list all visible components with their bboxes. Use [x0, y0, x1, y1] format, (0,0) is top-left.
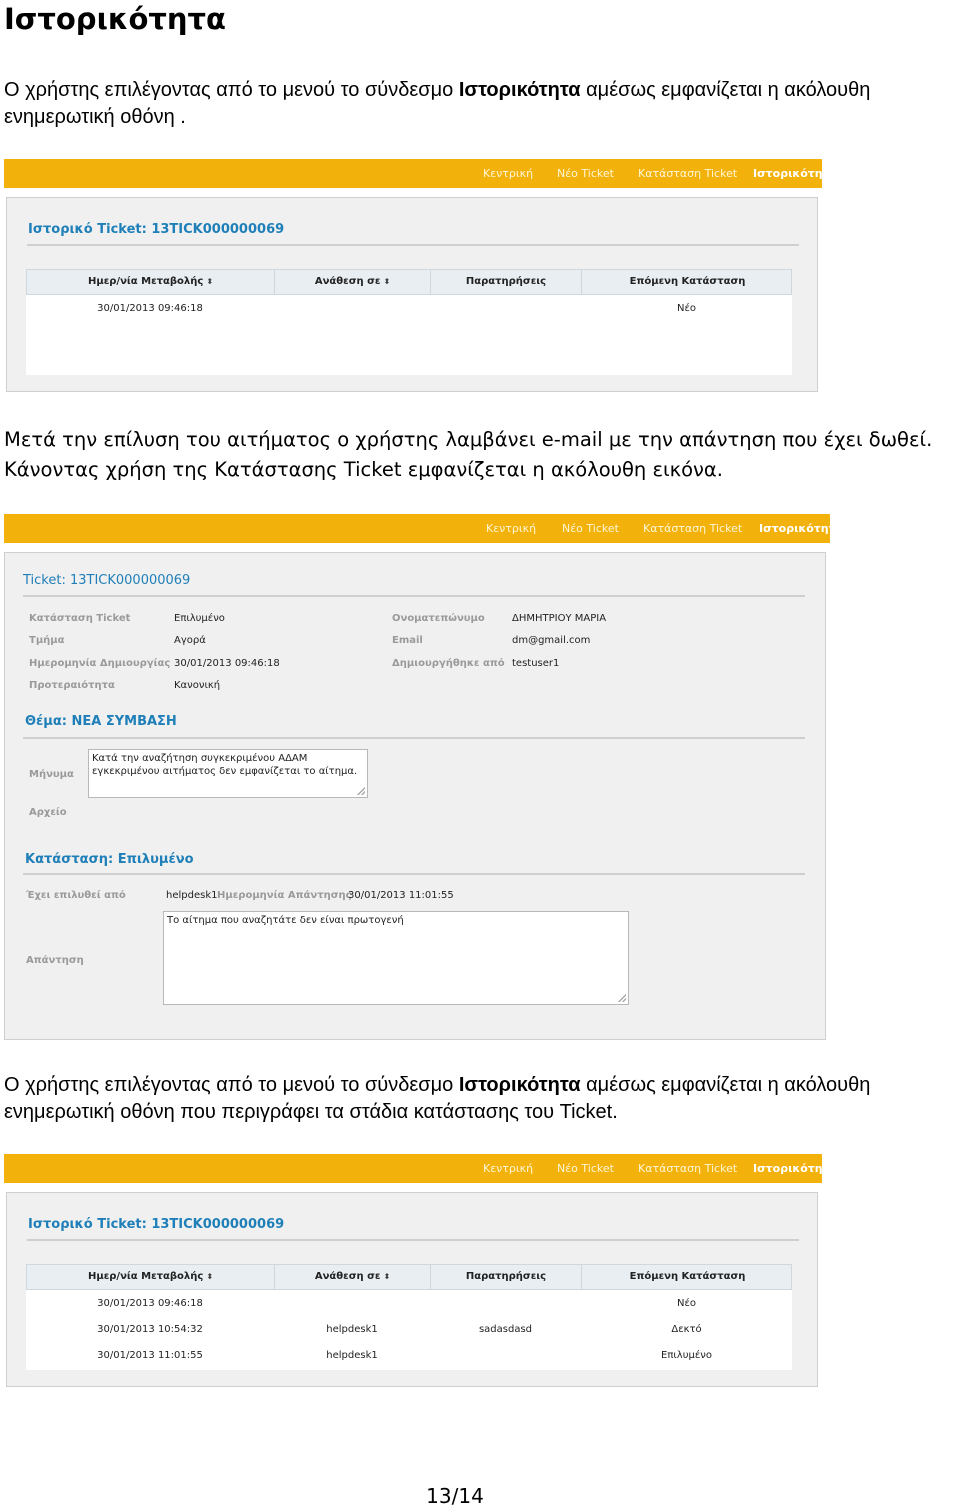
answer-text: Το αίτημα που αναζητάτε δεν είναι πρωτογενή	[167, 915, 404, 926]
nav-history[interactable]: Ιστορικότητα	[759, 522, 844, 535]
text: Ο χρήστης επιλέγοντας από το μενού το σύνδεσμο	[4, 1074, 459, 1096]
sort-icon[interactable]: ⬍	[383, 277, 391, 286]
history-panel	[6, 1192, 818, 1387]
table-cell: Δεκτό	[671, 1324, 702, 1335]
table-cell: Νέο	[676, 1298, 696, 1309]
resize-handle-icon[interactable]	[357, 787, 365, 795]
status-title: Κατάσταση: Επιλυμένο	[25, 852, 194, 867]
table-header	[26, 269, 792, 295]
nav-home[interactable]: Κεντρική	[483, 167, 534, 180]
field-value: dm@gmail.com	[512, 635, 591, 646]
table-cell: 30/01/2013 09:46:18	[97, 1298, 203, 1309]
message-textarea[interactable]	[88, 749, 368, 798]
sort-icon[interactable]: ⬍	[206, 277, 214, 286]
col-date[interactable]: Ημερ/νία Μεταβολής ⬍	[27, 270, 275, 294]
history-panel	[6, 197, 818, 392]
field-value: testuser1	[512, 658, 560, 669]
nav-history[interactable]: Ιστορικότητα	[753, 167, 838, 180]
table-header	[26, 1264, 792, 1290]
bold-link-name: Ιστορικότητα	[458, 1074, 581, 1096]
answer-textarea[interactable]	[163, 911, 629, 1005]
nav-bar	[4, 159, 838, 188]
col-date[interactable]: Ημερ/νία Μεταβολής ⬍	[27, 1265, 275, 1289]
nav-history[interactable]: Ιστορικότητα	[753, 1162, 838, 1175]
table-cell: helpdesk1	[326, 1324, 378, 1335]
field-label: Δημιουργήθηκε από	[392, 658, 505, 669]
nav-home[interactable]: Κεντρική	[483, 1162, 534, 1175]
nav-ticket-status[interactable]: Κατάσταση Ticket	[643, 522, 743, 535]
table-cell: Επιλυμένο	[661, 1350, 712, 1361]
field-label: Ημερομηνία Δημιουργίας	[29, 658, 171, 669]
history-paragraph	[4, 1072, 870, 1126]
nav-new-ticket[interactable]: Νέο Ticket	[557, 1162, 614, 1175]
solved-by-label: Έχει επιλυθεί από	[26, 890, 126, 901]
resize-handle-icon[interactable]	[618, 994, 626, 1002]
nav-new-ticket[interactable]: Νέο Ticket	[557, 167, 614, 180]
solved-by-value: helpdesk1	[166, 890, 218, 901]
bold-link-name: Ιστορικότητα	[458, 79, 581, 101]
field-value: ΔΗΜΗΤΡΙΟΥ ΜΑΡΙΑ	[512, 613, 607, 624]
history-title: Ιστορικό Ticket: 13TICK000000069	[28, 1217, 285, 1232]
nav-bar	[4, 514, 844, 543]
page-number: 13/14	[426, 1484, 484, 1508]
text: Μετά την επίλυση του αιτήματος ο χρήστης λαμβάνει e-mail με την απάντηση που έχει δωθεί.	[4, 428, 933, 451]
field-value: Κανονική	[174, 680, 221, 691]
text: Κάνοντας χρήση της Κατάστασης Ticket εμφανίζεται η ακόλουθη εικόνα.	[4, 458, 723, 481]
answer-date-value: 30/01/2013 11:01:55	[348, 890, 454, 901]
col-next-status: Επόμενη Κατάσταση	[629, 276, 746, 287]
subject-title: Θέμα: ΝΕΑ ΣΥΜΒΑΣΗ	[25, 714, 177, 729]
col-assigned[interactable]: Ανάθεση σε ⬍	[275, 270, 431, 294]
field-value: Αγορά	[174, 635, 206, 646]
field-label: Προτεραιότητα	[29, 680, 115, 691]
history-title: Ιστορικό Ticket: 13TICK000000069	[28, 222, 285, 237]
col-notes: Παρατηρήσεις	[431, 1265, 582, 1289]
col-notes: Παρατηρήσεις	[431, 270, 582, 294]
resolution-paragraph	[4, 425, 932, 485]
text: ενημερωτική οθόνη που περιγράφει τα στάδια κατάστασης του Ticket.	[4, 1101, 618, 1123]
table-cell: 30/01/2013 09:46:18	[97, 303, 203, 314]
field-label: Κατάσταση Ticket	[29, 613, 131, 624]
history-table	[26, 1264, 792, 1370]
file-label: Αρχείο	[29, 807, 67, 818]
nav-bar	[4, 1154, 838, 1183]
text: αμέσως εμφανίζεται η ακόλουθη	[580, 79, 871, 101]
field-label: Email	[392, 635, 423, 646]
divider	[23, 737, 805, 739]
answer-date-label: Ημερομηνία Απάντησης	[217, 890, 352, 901]
page-heading: Ιστορικότητα	[4, 2, 226, 36]
text: ενημερωτική οθόνη .	[4, 106, 186, 128]
sort-icon[interactable]: ⬍	[383, 1272, 391, 1281]
table-cell: helpdesk1	[326, 1350, 378, 1361]
intro-paragraph	[4, 77, 870, 131]
ticket-title: Ticket: 13TICK000000069	[23, 573, 191, 588]
col-next-status: Επόμενη Κατάσταση	[629, 1271, 746, 1282]
divider	[23, 595, 805, 597]
text: αμέσως εμφανίζεται η ακόλουθη	[580, 1074, 871, 1096]
history-table	[26, 269, 792, 375]
table-cell: sadasdasd	[478, 1324, 533, 1335]
nav-ticket-status[interactable]: Κατάσταση Ticket	[638, 1162, 738, 1175]
nav-home[interactable]: Κεντρική	[486, 522, 537, 535]
field-value: Επιλυμένο	[174, 613, 225, 624]
nav-new-ticket[interactable]: Νέο Ticket	[562, 522, 619, 535]
table-cell: Νέο	[676, 303, 696, 314]
field-value: 30/01/2013 09:46:18	[174, 658, 280, 669]
nav-ticket-status[interactable]: Κατάσταση Ticket	[638, 167, 738, 180]
sort-icon[interactable]: ⬍	[206, 1272, 214, 1281]
field-label: Ονοματεπώνυμο	[392, 613, 485, 624]
message-label: Μήνυμα	[29, 769, 74, 780]
field-label: Τμήμα	[29, 635, 65, 646]
divider	[23, 873, 805, 875]
text: Ο χρήστης επιλέγοντας από το μενού το σύνδεσμο	[4, 79, 459, 101]
divider	[27, 1239, 799, 1241]
answer-label: Απάντηση	[26, 955, 84, 966]
col-assigned[interactable]: Ανάθεση σε ⬍	[275, 1265, 431, 1289]
ticket-panel	[4, 552, 826, 1040]
table-cell: 30/01/2013 10:54:32	[97, 1324, 203, 1335]
table-cell: 30/01/2013 11:01:55	[97, 1350, 203, 1361]
divider	[27, 244, 799, 246]
message-text: Κατά την αναζήτηση συγκεκριμένου ΑΔΑΜ εγκεκριμένου αιτήματος δεν εμφανίζεται το αίτημα.	[92, 753, 358, 777]
